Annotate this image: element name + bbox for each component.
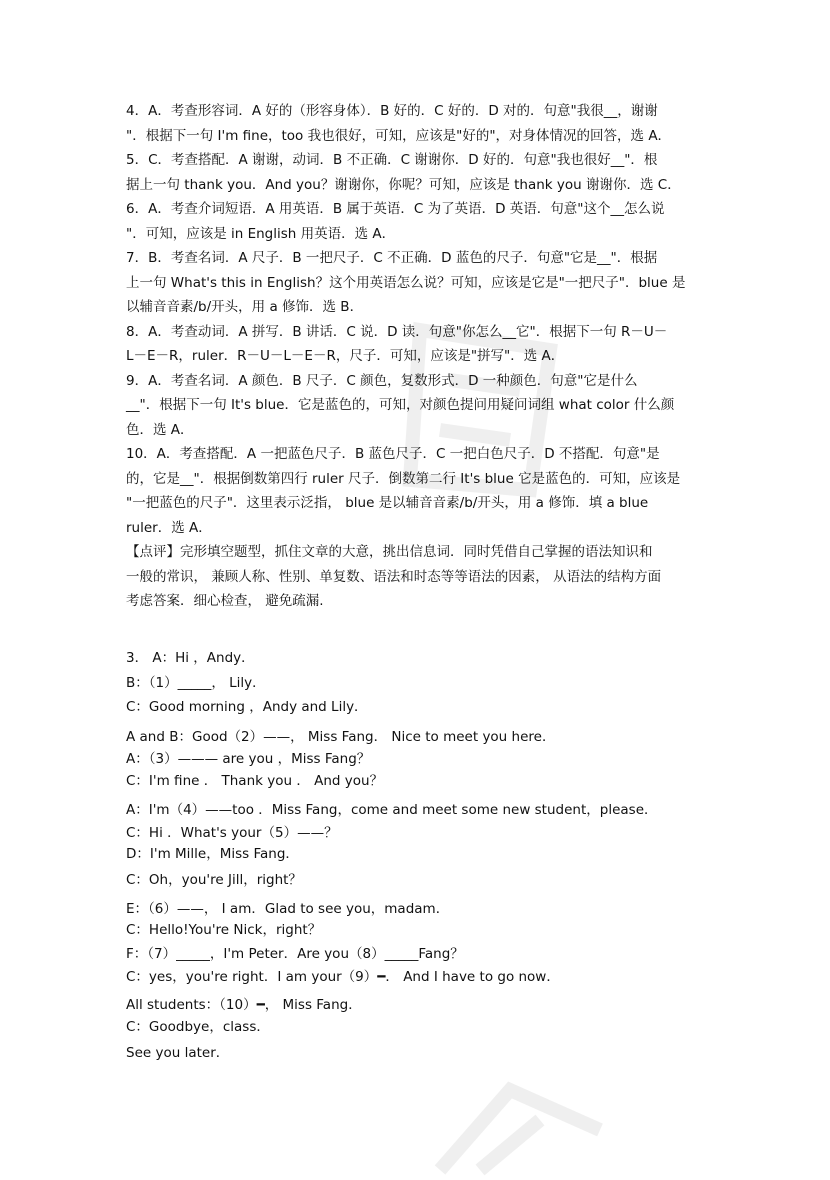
dialogue-line: A and B：Good（2）——， Miss Fang． Nice to meet you here．: [126, 729, 556, 745]
dialogue-line: C：Goodbye，class．: [126, 1019, 270, 1035]
commentary-line-2: 一般的常识， 兼顾人称、性别、单复数、语法和时态等等语法的因素， 从语法的结构方面: [126, 568, 662, 585]
explanation-10-line-4: ruler．选 A．: [126, 519, 212, 536]
explanation-8-line-2: L－E－R，ruler．R－U－L－E－R，尺子．可知，应该是"拼写"．选 A．: [126, 348, 565, 364]
dialogue-line: C：Hi ．What's your（5）——？: [126, 825, 338, 841]
explanation-10-line-3: "一把蓝色的尺子"．这里表示泛指， blue 是以辅音音素/b/开头，用 a 修饰．填 a blue: [126, 495, 649, 511]
explanation-10-line-2: 的，它是__"．根据倒数第四行 ruler 尺子．倒数第二行 It's blue 它是蓝色的．可知，应该是: [126, 470, 681, 487]
explanation-6-line-2: "．可知，应该是 in English 用英语．选 A．: [126, 225, 396, 242]
watermark-logo-bottom: [420, 1070, 620, 1180]
answer-explanations: [126, 99, 706, 614]
dialogue-line: F：（7）_____，I'm Peter．Are you（8）_____Fang？: [126, 946, 464, 962]
explanation-4-line-1: 4．A．考查形容词．A 好的（形容身体）．B 好的．C 好的．D 对的．句意"我很__，谢谢: [126, 103, 658, 119]
explanation-4-line-2: "．根据下一句 I'm fine，too 我也很好，可知，应该是"好的"，对身体情况的回答，选 A．: [126, 127, 672, 144]
explanation-7-line-2: 上一句 What's this in English？这个用英语怎么说？可知，应该是它是"一把尺子"．blue 是: [126, 274, 686, 291]
dialogue-line: C：Good morning ，Andy and Lily．: [126, 699, 368, 715]
dialogue-line: B：（1）_____， Lily．: [126, 675, 266, 691]
commentary-line-1: 【点评】完形填空题型，抓住文章的大意，挑出信息词．同时凭借自己掌握的语法知识和: [126, 544, 653, 560]
dialogue-line: E：（6）——， I am．Glad to see you，madam．: [126, 901, 450, 917]
explanation-9-line-3: 色．选 A．: [126, 421, 194, 438]
explanation-8-line-1: 8．A．考查动词．A 拼写．B 讲话．C 说．D 读．句意"你怎么__它"．根据下一句 R－U－: [126, 323, 668, 340]
dialogue-line: All students：（10）━， Miss Fang．: [126, 997, 362, 1013]
dialogue-line: C：yes，you're right．I am your（9）━． And I have to go now．: [126, 969, 560, 985]
explanation-6-line-1: 6．A．考查介词短语．A 用英语．B 属于英语．C 为了英语．D 英语．句意"这个__怎么说: [126, 201, 665, 217]
dialogue-line: 3． A：Hi ，Andy．: [126, 650, 255, 666]
explanation-9-line-2: __"．根据下一句 It's blue．它是蓝色的，可知，对颜色提问用疑问词组 what color 什么颜: [126, 397, 675, 413]
dialogue-line: A：I'm（4）——too ．Miss Fang，come and meet some new student，please．: [126, 802, 658, 818]
dialogue-line: D：I'm Mille，Miss Fang．: [126, 846, 299, 862]
explanation-10-line-1: 10．A．考查搭配．A 一把蓝色尺子．B 蓝色尺子．C 一把白色尺子．D 不搭配．句意"是: [126, 446, 660, 462]
dialogue-line: A：（3）——— are you ，Miss Fang？: [126, 751, 371, 767]
explanation-5-line-2: 据上一句 thank you．And you？谢谢你，你呢？可知，应该是 thank you 谢谢你．选 C．: [126, 176, 681, 193]
explanation-7-line-3: 以辅音音素/b/开头，用 a 修饰．选 B．: [126, 299, 364, 315]
explanation-5-line-1: 5．C．考查搭配．A 谢谢，动词．B 不正确．C 谢谢你．D 好的．句意"我也很好__"．根: [126, 152, 658, 168]
explanation-9-line-1: 9．A．考查名词．A 颜色．B 尺子．C 颜色，复数形式．D 一种颜色．句意"它是什么: [126, 372, 638, 389]
dialogue-line: C：I'm fine ． Thank you ． And you？: [126, 773, 384, 789]
commentary-line-3: 考虑答案．细心检查， 避免疏漏.: [126, 593, 324, 609]
dialogue-line: C：Oh，you're Jill，right？: [126, 872, 302, 888]
dialogue-line: C：Hello!You're Nick，right？: [126, 922, 322, 938]
dialogue-line: See you later．: [126, 1045, 230, 1061]
explanation-7-line-1: 7．B．考查名词．A 尺子．B 一把尺子．C 不正确．D 蓝色的尺子．句意"它是__"．根据: [126, 250, 658, 266]
